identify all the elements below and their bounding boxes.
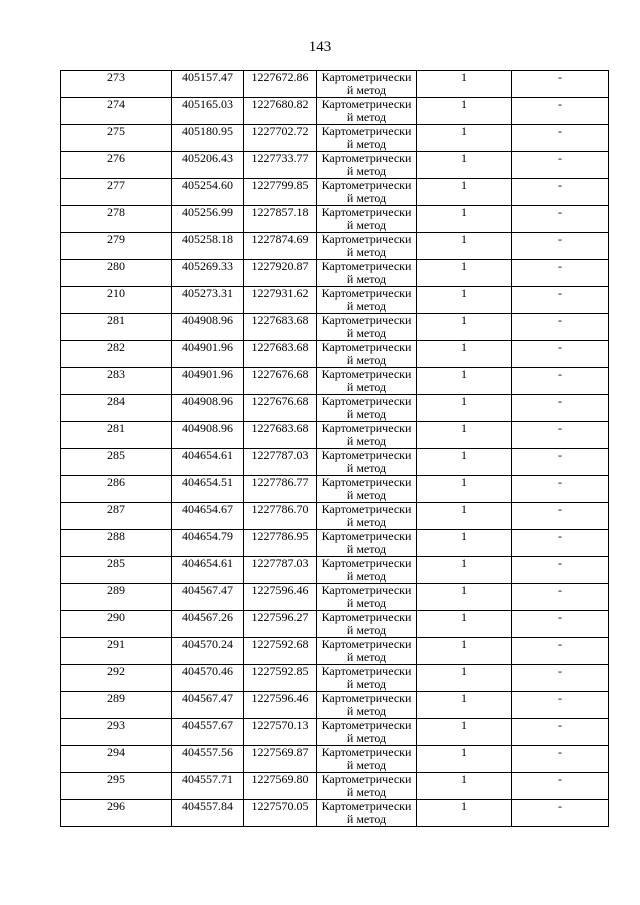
method-cell [317, 638, 417, 665]
accuracy-cell: 1 [417, 422, 512, 449]
method-text: Картометрически й метод [321, 341, 412, 367]
note-cell: - [512, 422, 609, 449]
y-coordinate-cell: 1227683.68 [244, 314, 317, 341]
table-row [61, 71, 609, 98]
y-coordinate-cell: 1227569.80 [244, 773, 317, 800]
note-cell: - [512, 449, 609, 476]
table-row [61, 395, 609, 422]
method-cell [317, 611, 417, 638]
method-cell [317, 260, 417, 287]
table-row [61, 368, 609, 395]
method-cell [317, 584, 417, 611]
table-row [61, 557, 609, 584]
method-cell [317, 665, 417, 692]
method-cell [317, 179, 417, 206]
method-text: Картометрически й метод [321, 611, 412, 637]
method-cell [317, 98, 417, 125]
note-cell: - [512, 503, 609, 530]
method-text: Картометрически й метод [321, 638, 412, 664]
method-text: Картометрически й метод [321, 665, 412, 691]
x-coordinate-cell: 404567.47 [172, 584, 244, 611]
table-row [61, 206, 609, 233]
note-cell: - [512, 557, 609, 584]
x-coordinate-cell: 404654.51 [172, 476, 244, 503]
accuracy-cell: 1 [417, 638, 512, 665]
x-coordinate-cell: 404557.56 [172, 746, 244, 773]
x-coordinate-cell: 405180.95 [172, 125, 244, 152]
note-cell: - [512, 152, 609, 179]
coordinates-table-body [61, 71, 609, 827]
point-number-cell: 284 [61, 395, 172, 422]
point-number-cell: 282 [61, 341, 172, 368]
method-text: Картометрически й метод [321, 422, 412, 448]
point-number-cell: 292 [61, 665, 172, 692]
point-number-cell: 289 [61, 584, 172, 611]
note-cell: - [512, 314, 609, 341]
method-cell [317, 71, 417, 98]
point-number-cell: 275 [61, 125, 172, 152]
table-row [61, 152, 609, 179]
method-cell [317, 368, 417, 395]
page-number: 143 [308, 39, 332, 55]
table-row [61, 476, 609, 503]
accuracy-cell: 1 [417, 260, 512, 287]
y-coordinate-cell: 1227592.68 [244, 638, 317, 665]
y-coordinate-cell: 1227570.05 [244, 800, 317, 827]
accuracy-cell: 1 [417, 233, 512, 260]
x-coordinate-cell: 404557.71 [172, 773, 244, 800]
x-coordinate-cell: 404901.96 [172, 368, 244, 395]
point-number-cell: 291 [61, 638, 172, 665]
accuracy-cell: 1 [417, 746, 512, 773]
accuracy-cell: 1 [417, 98, 512, 125]
table-row [61, 287, 609, 314]
accuracy-cell: 1 [417, 773, 512, 800]
table-row [61, 179, 609, 206]
method-text: Картометрически й метод [321, 206, 412, 232]
accuracy-cell: 1 [417, 611, 512, 638]
point-number-cell: 278 [61, 206, 172, 233]
accuracy-cell: 1 [417, 206, 512, 233]
point-number-cell: 289 [61, 692, 172, 719]
table-row [61, 341, 609, 368]
method-cell [317, 773, 417, 800]
note-cell: - [512, 395, 609, 422]
x-coordinate-cell: 404908.96 [172, 314, 244, 341]
y-coordinate-cell: 1227931.62 [244, 287, 317, 314]
note-cell: - [512, 368, 609, 395]
y-coordinate-cell: 1227920.87 [244, 260, 317, 287]
method-text: Картометрически й метод [321, 71, 412, 97]
x-coordinate-cell: 404654.79 [172, 530, 244, 557]
point-number-cell: 285 [61, 449, 172, 476]
x-coordinate-cell: 404557.67 [172, 719, 244, 746]
x-coordinate-cell: 404654.61 [172, 449, 244, 476]
point-number-cell: 277 [61, 179, 172, 206]
method-cell [317, 692, 417, 719]
note-cell: - [512, 692, 609, 719]
method-text: Картометрически й метод [321, 719, 412, 745]
method-text: Картометрически й метод [321, 584, 412, 610]
accuracy-cell: 1 [417, 341, 512, 368]
note-cell: - [512, 719, 609, 746]
y-coordinate-cell: 1227787.03 [244, 449, 317, 476]
y-coordinate-cell: 1227683.68 [244, 341, 317, 368]
point-number-cell: 294 [61, 746, 172, 773]
y-coordinate-cell: 1227857.18 [244, 206, 317, 233]
x-coordinate-cell: 405157.47 [172, 71, 244, 98]
method-text: Картометрически й метод [321, 692, 412, 718]
accuracy-cell: 1 [417, 665, 512, 692]
point-number-cell: 286 [61, 476, 172, 503]
method-text: Картометрически й метод [321, 260, 412, 286]
table-row [61, 800, 609, 827]
method-cell [317, 746, 417, 773]
method-text: Картометрически й метод [321, 800, 412, 826]
x-coordinate-cell: 404570.46 [172, 665, 244, 692]
point-number-cell: 283 [61, 368, 172, 395]
method-text: Картометрически й метод [321, 314, 412, 340]
point-number-cell: 210 [61, 287, 172, 314]
x-coordinate-cell: 405206.43 [172, 152, 244, 179]
y-coordinate-cell: 1227592.85 [244, 665, 317, 692]
table-row [61, 125, 609, 152]
method-cell [317, 557, 417, 584]
note-cell: - [512, 746, 609, 773]
x-coordinate-cell: 404567.47 [172, 692, 244, 719]
table-row [61, 719, 609, 746]
table-row [61, 233, 609, 260]
method-cell [317, 233, 417, 260]
accuracy-cell: 1 [417, 449, 512, 476]
y-coordinate-cell: 1227702.72 [244, 125, 317, 152]
note-cell: - [512, 611, 609, 638]
x-coordinate-cell: 405269.33 [172, 260, 244, 287]
coordinates-table [60, 70, 609, 827]
note-cell: - [512, 179, 609, 206]
method-text: Картометрически й метод [321, 179, 412, 205]
point-number-cell: 273 [61, 71, 172, 98]
method-cell [317, 152, 417, 179]
x-coordinate-cell: 405165.03 [172, 98, 244, 125]
method-text: Картометрически й метод [321, 449, 412, 475]
x-coordinate-cell: 404901.96 [172, 341, 244, 368]
accuracy-cell: 1 [417, 584, 512, 611]
point-number-cell: 281 [61, 314, 172, 341]
method-text: Картометрически й метод [321, 368, 412, 394]
method-cell [317, 503, 417, 530]
x-coordinate-cell: 405254.60 [172, 179, 244, 206]
method-text: Картометрически й метод [321, 152, 412, 178]
note-cell: - [512, 233, 609, 260]
x-coordinate-cell: 404557.84 [172, 800, 244, 827]
table-row [61, 638, 609, 665]
note-cell: - [512, 260, 609, 287]
x-coordinate-cell: 404570.24 [172, 638, 244, 665]
table-row [61, 503, 609, 530]
method-text: Картометрически й метод [321, 746, 412, 772]
accuracy-cell: 1 [417, 314, 512, 341]
y-coordinate-cell: 1227676.68 [244, 368, 317, 395]
method-cell [317, 125, 417, 152]
y-coordinate-cell: 1227676.68 [244, 395, 317, 422]
method-text: Картометрически й метод [321, 476, 412, 502]
y-coordinate-cell: 1227672.86 [244, 71, 317, 98]
x-coordinate-cell: 404567.26 [172, 611, 244, 638]
method-text: Картометрически й метод [321, 773, 412, 799]
x-coordinate-cell: 405258.18 [172, 233, 244, 260]
point-number-cell: 281 [61, 422, 172, 449]
note-cell: - [512, 638, 609, 665]
accuracy-cell: 1 [417, 368, 512, 395]
y-coordinate-cell: 1227680.82 [244, 98, 317, 125]
method-cell [317, 800, 417, 827]
method-text: Картометрически й метод [321, 233, 412, 259]
point-number-cell: 296 [61, 800, 172, 827]
y-coordinate-cell: 1227596.46 [244, 692, 317, 719]
accuracy-cell: 1 [417, 557, 512, 584]
table-row [61, 611, 609, 638]
note-cell: - [512, 206, 609, 233]
accuracy-cell: 1 [417, 692, 512, 719]
method-cell [317, 314, 417, 341]
y-coordinate-cell: 1227596.46 [244, 584, 317, 611]
table-row [61, 260, 609, 287]
y-coordinate-cell: 1227786.77 [244, 476, 317, 503]
x-coordinate-cell: 404654.67 [172, 503, 244, 530]
table-row [61, 665, 609, 692]
table-row [61, 692, 609, 719]
table-row [61, 449, 609, 476]
note-cell: - [512, 287, 609, 314]
x-coordinate-cell: 405273.31 [172, 287, 244, 314]
method-cell [317, 395, 417, 422]
method-text: Картометрически й метод [321, 557, 412, 583]
method-cell [317, 206, 417, 233]
note-cell: - [512, 800, 609, 827]
y-coordinate-cell: 1227733.77 [244, 152, 317, 179]
table-row [61, 584, 609, 611]
note-cell: - [512, 584, 609, 611]
point-number-cell: 274 [61, 98, 172, 125]
method-cell [317, 530, 417, 557]
method-text: Картометрически й метод [321, 125, 412, 151]
point-number-cell: 276 [61, 152, 172, 179]
method-cell [317, 422, 417, 449]
note-cell: - [512, 71, 609, 98]
accuracy-cell: 1 [417, 71, 512, 98]
note-cell: - [512, 476, 609, 503]
table-row [61, 746, 609, 773]
note-cell: - [512, 530, 609, 557]
note-cell: - [512, 773, 609, 800]
accuracy-cell: 1 [417, 395, 512, 422]
accuracy-cell: 1 [417, 152, 512, 179]
table-row [61, 422, 609, 449]
method-text: Картометрически й метод [321, 98, 412, 124]
y-coordinate-cell: 1227596.27 [244, 611, 317, 638]
point-number-cell: 287 [61, 503, 172, 530]
point-number-cell: 285 [61, 557, 172, 584]
y-coordinate-cell: 1227799.85 [244, 179, 317, 206]
point-number-cell: 279 [61, 233, 172, 260]
accuracy-cell: 1 [417, 179, 512, 206]
y-coordinate-cell: 1227786.70 [244, 503, 317, 530]
y-coordinate-cell: 1227570.13 [244, 719, 317, 746]
note-cell: - [512, 125, 609, 152]
table-row [61, 98, 609, 125]
method-cell [317, 287, 417, 314]
accuracy-cell: 1 [417, 287, 512, 314]
point-number-cell: 293 [61, 719, 172, 746]
x-coordinate-cell: 404908.96 [172, 395, 244, 422]
y-coordinate-cell: 1227569.87 [244, 746, 317, 773]
table-row [61, 530, 609, 557]
note-cell: - [512, 665, 609, 692]
point-number-cell: 280 [61, 260, 172, 287]
method-cell [317, 476, 417, 503]
method-cell [317, 341, 417, 368]
y-coordinate-cell: 1227786.95 [244, 530, 317, 557]
point-number-cell: 290 [61, 611, 172, 638]
method-text: Картометрически й метод [321, 395, 412, 421]
accuracy-cell: 1 [417, 800, 512, 827]
method-text: Картометрически й метод [321, 287, 412, 313]
accuracy-cell: 1 [417, 476, 512, 503]
table-row [61, 314, 609, 341]
method-text: Картометрически й метод [321, 503, 412, 529]
table-row [61, 773, 609, 800]
accuracy-cell: 1 [417, 503, 512, 530]
point-number-cell: 288 [61, 530, 172, 557]
method-cell [317, 449, 417, 476]
x-coordinate-cell: 404908.96 [172, 422, 244, 449]
method-text: Картометрически й метод [321, 530, 412, 556]
y-coordinate-cell: 1227874.69 [244, 233, 317, 260]
x-coordinate-cell: 404654.61 [172, 557, 244, 584]
note-cell: - [512, 98, 609, 125]
y-coordinate-cell: 1227683.68 [244, 422, 317, 449]
y-coordinate-cell: 1227787.03 [244, 557, 317, 584]
note-cell: - [512, 341, 609, 368]
x-coordinate-cell: 405256.99 [172, 206, 244, 233]
accuracy-cell: 1 [417, 530, 512, 557]
accuracy-cell: 1 [417, 719, 512, 746]
method-cell [317, 719, 417, 746]
accuracy-cell: 1 [417, 125, 512, 152]
point-number-cell: 295 [61, 773, 172, 800]
